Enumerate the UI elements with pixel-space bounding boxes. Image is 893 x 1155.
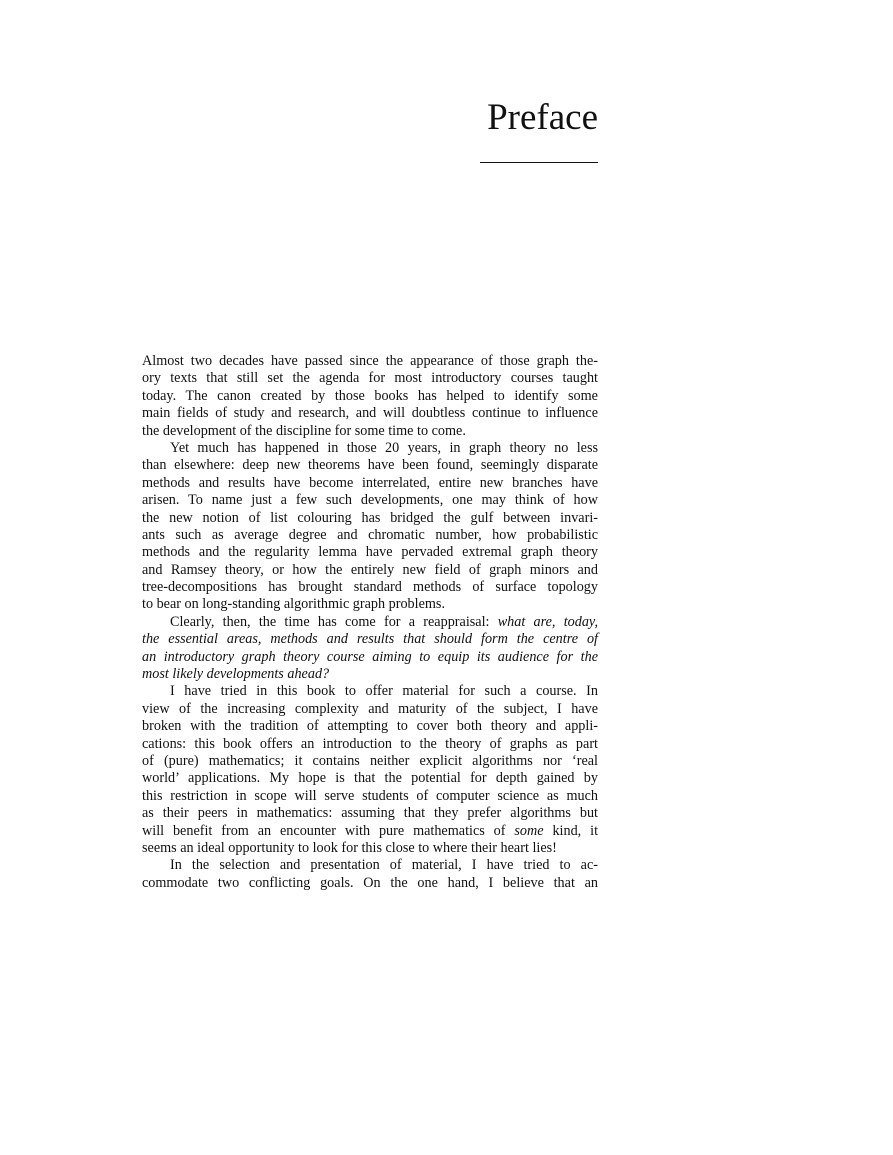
text-line: this restriction in scope will serve students of computer science as much	[142, 787, 598, 804]
text-line: the new notion of list colouring has bridged the gulf between invari-	[142, 509, 598, 526]
text-line: I have tried in this book to offer material for such a course. In	[170, 683, 598, 700]
paragraph	[142, 353, 598, 440]
text-line: the development of the discipline for some time to come.	[142, 422, 466, 439]
text-line	[142, 823, 598, 840]
text-run: will benefit from an encounter with pure mathematics of	[142, 822, 515, 839]
text-line: today. The canon created by those books has helped to identify some	[142, 387, 598, 404]
title-rule	[480, 162, 598, 163]
text-line: to bear on long-standing algorithmic graph problems.	[142, 596, 445, 613]
text-line: than elsewhere: deep new theorems have been found, seemingly disparate	[142, 457, 598, 474]
paragraph	[142, 683, 598, 857]
italic-run: some	[514, 822, 544, 839]
text-line: methods and the regularity lemma have pervaded extremal graph theory	[142, 544, 598, 561]
text-line: In the selection and presentation of material, I have tried to ac-	[170, 857, 598, 874]
text-line: the essential areas, methods and results that should form the centre of	[142, 631, 598, 648]
text-run: Clearly, then, the time has come for a reappraisal:	[170, 613, 498, 630]
text-line: cations: this book offers an introduction to the theory of graphs as part	[142, 735, 598, 752]
text-line: broken with the tradition of attempting to cover both theory and appli-	[142, 718, 598, 735]
text-line: Yet much has happened in those 20 years, in graph theory no less	[170, 439, 598, 456]
text-line: tree-decompositions has brought standard methods of surface topology	[142, 579, 598, 596]
text-line: of (pure) mathematics; it contains neither explicit algorithms nor ‘real	[142, 752, 598, 769]
text-line: and Ramsey theory, or how the entirely new field of graph minors and	[142, 561, 598, 578]
text-line: as their peers in mathematics: assuming that they prefer algorithms but	[142, 805, 598, 822]
text-line: world’ applications. My hope is that the potential for depth gained by	[142, 770, 598, 787]
italic-run: what are, today,	[497, 613, 598, 630]
paragraph	[142, 614, 598, 684]
page-title: Preface	[487, 97, 598, 138]
paragraph	[142, 857, 598, 892]
text-line: seems an ideal opportunity to look for this close to where their heart lies!	[142, 839, 557, 856]
preface-body	[142, 353, 598, 892]
text-line: most likely developments ahead?	[142, 666, 330, 683]
text-line: main fields of study and research, and will doubtless continue to influence	[142, 405, 598, 422]
paragraph	[142, 440, 598, 614]
text-line	[142, 614, 598, 631]
text-line: ory texts that still set the agenda for most introductory courses taught	[142, 370, 598, 387]
text-line: arisen. To name just a few such developments, one may think of how	[142, 492, 598, 509]
text-line: view of the increasing complexity and maturity of the subject, I have	[142, 700, 598, 717]
text-run: kind, it	[543, 822, 599, 839]
text-line: methods and results have become interrelated, entire new branches have	[142, 474, 598, 491]
text-line: an introductory graph theory course aiming to equip its audience for the	[142, 648, 598, 665]
text-line: ants such as average degree and chromatic number, how probabilistic	[142, 526, 598, 543]
text-line: commodate two conflicting goals. On the one hand, I believe that an	[142, 874, 598, 891]
text-line: Almost two decades have passed since the appearance of those graph the-	[142, 353, 598, 369]
